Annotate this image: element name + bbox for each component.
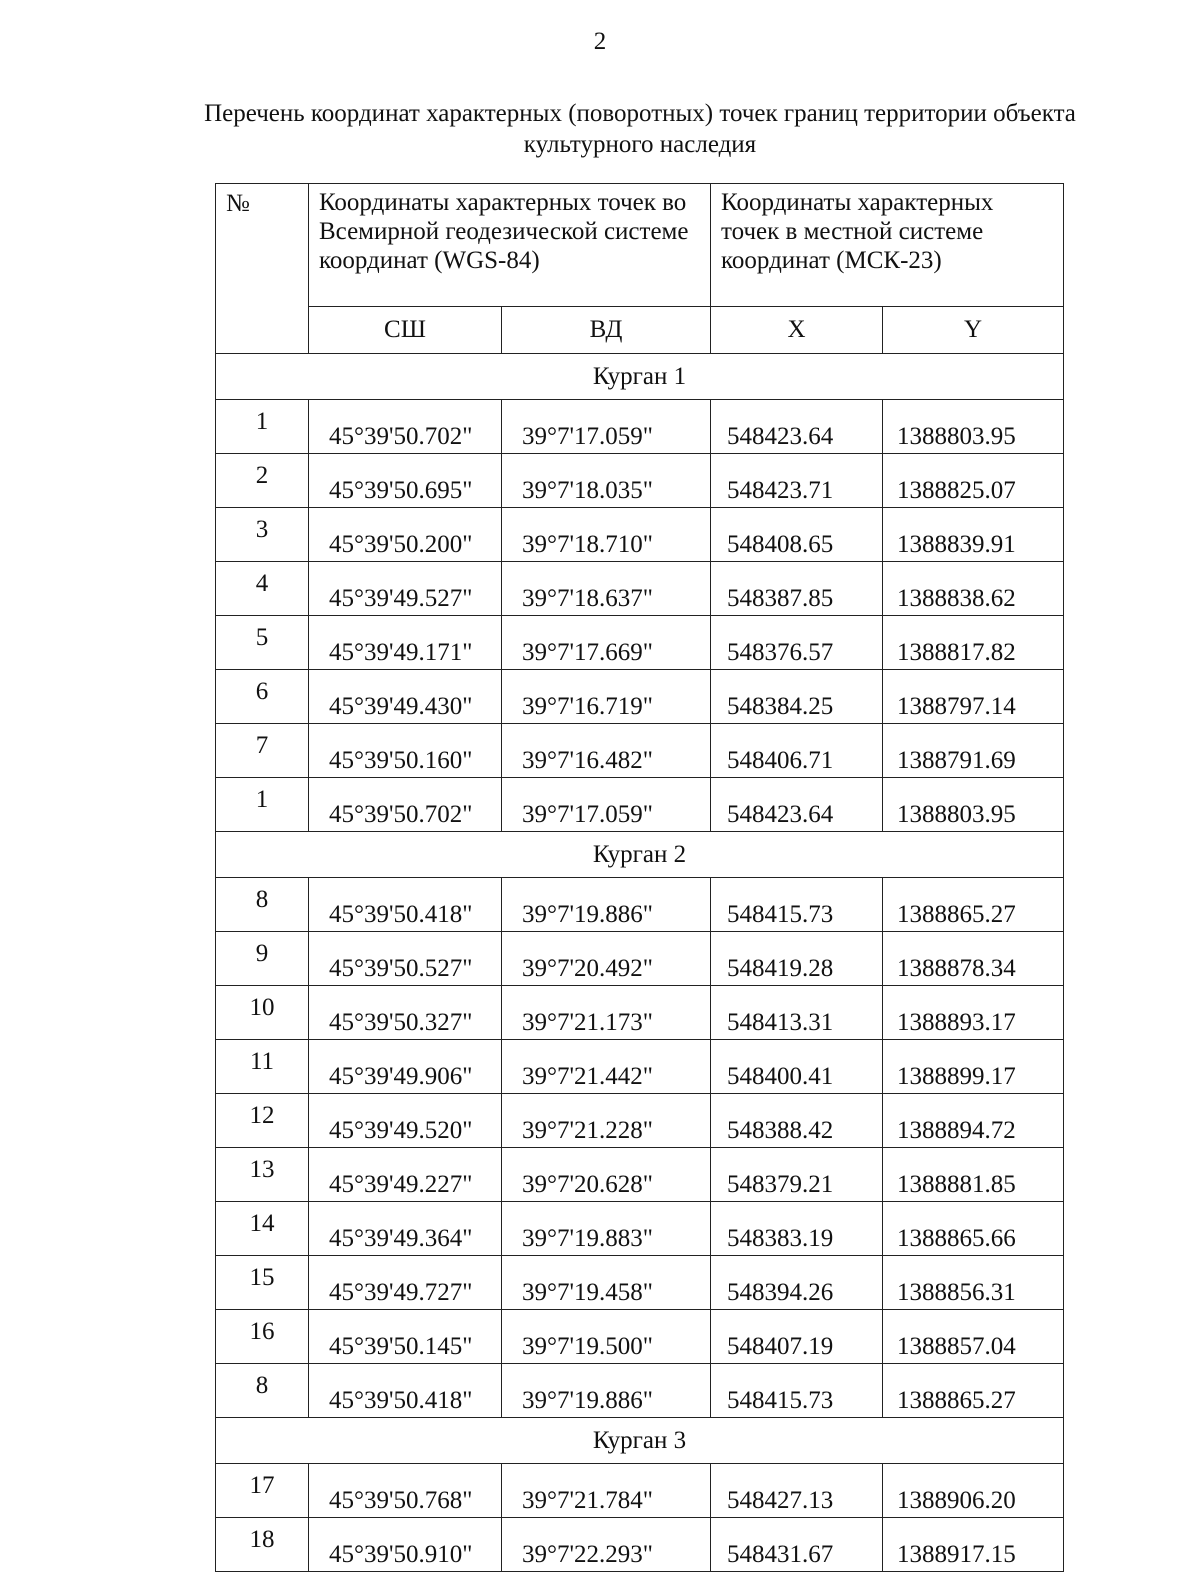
y-coordinate-cell: 1388791.69 [883,724,1064,778]
page-number: 2 [593,28,607,55]
y-coordinate-cell: 1388817.82 [883,616,1064,670]
table-row [216,986,1064,1040]
y-coordinate-cell: 1388839.91 [883,508,1064,562]
table-row [216,1256,1064,1310]
table-row [216,562,1064,616]
latitude-cell: 45°39'50.527" [309,932,502,986]
longitude-cell: 39°7'20.628" [502,1148,711,1202]
latitude-cell: 45°39'49.430" [309,670,502,724]
point-number-cell: 5 [216,616,309,670]
y-coordinate-cell: 1388825.07 [883,454,1064,508]
y-coordinate-cell: 1388803.95 [883,778,1064,832]
x-coordinate-cell: 548407.19 [711,1310,883,1364]
x-coordinate-cell: 548427.13 [711,1464,883,1518]
longitude-cell: 39°7'16.482" [502,724,711,778]
x-coordinate-cell: 548415.73 [711,1364,883,1418]
table-row [216,1518,1064,1572]
y-coordinate-cell: 1388865.66 [883,1202,1064,1256]
latitude-cell: 45°39'50.702" [309,400,502,454]
table-row [216,932,1064,986]
latitude-cell: 45°39'50.145" [309,1310,502,1364]
latitude-cell: 45°39'50.695" [309,454,502,508]
header-x: X [711,307,883,354]
latitude-cell: 45°39'50.160" [309,724,502,778]
x-coordinate-cell: 548394.26 [711,1256,883,1310]
y-coordinate-cell: 1388899.17 [883,1040,1064,1094]
x-coordinate-cell: 548383.19 [711,1202,883,1256]
table-row [216,616,1064,670]
table-row [216,1202,1064,1256]
y-coordinate-cell: 1388881.85 [883,1148,1064,1202]
x-coordinate-cell: 548387.85 [711,562,883,616]
y-coordinate-cell: 1388797.14 [883,670,1064,724]
coordinates-table [215,183,1064,1572]
table-subheader-row [216,307,1064,354]
x-coordinate-cell: 548431.67 [711,1518,883,1572]
point-number-cell: 1 [216,400,309,454]
section-title: Курган 2 [216,832,1064,878]
x-coordinate-cell: 548384.25 [711,670,883,724]
longitude-cell: 39°7'19.500" [502,1310,711,1364]
x-coordinate-cell: 548413.31 [711,986,883,1040]
longitude-cell: 39°7'20.492" [502,932,711,986]
header-number: № [216,184,309,354]
point-number-cell: 8 [216,1364,309,1418]
latitude-cell: 45°39'49.171" [309,616,502,670]
latitude-cell: 45°39'49.227" [309,1148,502,1202]
x-coordinate-cell: 548388.42 [711,1094,883,1148]
point-number-cell: 11 [216,1040,309,1094]
y-coordinate-cell: 1388906.20 [883,1464,1064,1518]
table-header-row [216,184,1064,307]
table-row [216,1464,1064,1518]
table-row [216,1310,1064,1364]
latitude-cell: 45°39'50.327" [309,986,502,1040]
latitude-cell: 45°39'50.768" [309,1464,502,1518]
x-coordinate-cell: 548423.71 [711,454,883,508]
point-number-cell: 17 [216,1464,309,1518]
x-coordinate-cell: 548423.64 [711,778,883,832]
header-longitude: ВД [502,307,711,354]
longitude-cell: 39°7'18.637" [502,562,711,616]
y-coordinate-cell: 1388865.27 [883,1364,1064,1418]
table-row [216,400,1064,454]
header-latitude: СШ [309,307,502,354]
point-number-cell: 16 [216,1310,309,1364]
x-coordinate-cell: 548379.21 [711,1148,883,1202]
document-title: Перечень координат характерных (поворотных) точек границ территории объекта культурного наследия [204,100,1076,158]
longitude-cell: 39°7'18.710" [502,508,711,562]
point-number-cell: 7 [216,724,309,778]
table-row [216,670,1064,724]
longitude-cell: 39°7'21.784" [502,1464,711,1518]
latitude-cell: 45°39'50.702" [309,778,502,832]
x-coordinate-cell: 548406.71 [711,724,883,778]
table-row [216,778,1064,832]
longitude-cell: 39°7'19.886" [502,1364,711,1418]
y-coordinate-cell: 1388894.72 [883,1094,1064,1148]
x-coordinate-cell: 548419.28 [711,932,883,986]
point-number-cell: 13 [216,1148,309,1202]
longitude-cell: 39°7'21.228" [502,1094,711,1148]
longitude-cell: 39°7'19.883" [502,1202,711,1256]
y-coordinate-cell: 1388856.31 [883,1256,1064,1310]
point-number-cell: 4 [216,562,309,616]
point-number-cell: 10 [216,986,309,1040]
table-row [216,1364,1064,1418]
latitude-cell: 45°39'50.200" [309,508,502,562]
point-number-cell: 18 [216,1518,309,1572]
point-number-cell: 2 [216,454,309,508]
table-row [216,454,1064,508]
longitude-cell: 39°7'17.059" [502,778,711,832]
y-coordinate-cell: 1388857.04 [883,1310,1064,1364]
x-coordinate-cell: 548400.41 [711,1040,883,1094]
header-wgs84-group: Координаты характерных точек во Всемирной геодезической системе координат (WGS-84) [309,184,711,307]
point-number-cell: 6 [216,670,309,724]
x-coordinate-cell: 548376.57 [711,616,883,670]
point-number-cell: 8 [216,878,309,932]
y-coordinate-cell: 1388878.34 [883,932,1064,986]
latitude-cell: 45°39'49.527" [309,562,502,616]
longitude-cell: 39°7'19.886" [502,878,711,932]
table-row [216,1040,1064,1094]
point-number-cell: 15 [216,1256,309,1310]
section-title: Курган 3 [216,1418,1064,1464]
table-row [216,878,1064,932]
section-row [216,832,1064,878]
y-coordinate-cell: 1388865.27 [883,878,1064,932]
x-coordinate-cell: 548408.65 [711,508,883,562]
table-body [216,354,1064,1572]
point-number-cell: 1 [216,778,309,832]
header-y: Y [883,307,1064,354]
section-row [216,354,1064,400]
table-row [216,1148,1064,1202]
header-msk23-group: Координаты характерных точек в местной системе координат (МСК-23) [711,184,1064,307]
x-coordinate-cell: 548423.64 [711,400,883,454]
longitude-cell: 39°7'22.293" [502,1518,711,1572]
section-row [216,1418,1064,1464]
table-row [216,724,1064,778]
longitude-cell: 39°7'19.458" [502,1256,711,1310]
longitude-cell: 39°7'21.173" [502,986,711,1040]
longitude-cell: 39°7'18.035" [502,454,711,508]
longitude-cell: 39°7'21.442" [502,1040,711,1094]
y-coordinate-cell: 1388917.15 [883,1518,1064,1572]
table-row [216,1094,1064,1148]
y-coordinate-cell: 1388838.62 [883,562,1064,616]
x-coordinate-cell: 548415.73 [711,878,883,932]
latitude-cell: 45°39'49.906" [309,1040,502,1094]
point-number-cell: 14 [216,1202,309,1256]
latitude-cell: 45°39'49.364" [309,1202,502,1256]
y-coordinate-cell: 1388893.17 [883,986,1064,1040]
point-number-cell: 3 [216,508,309,562]
longitude-cell: 39°7'17.669" [502,616,711,670]
y-coordinate-cell: 1388803.95 [883,400,1064,454]
point-number-cell: 9 [216,932,309,986]
table-row [216,508,1064,562]
longitude-cell: 39°7'16.719" [502,670,711,724]
section-title: Курган 1 [216,354,1064,400]
longitude-cell: 39°7'17.059" [502,400,711,454]
latitude-cell: 45°39'49.520" [309,1094,502,1148]
latitude-cell: 45°39'49.727" [309,1256,502,1310]
latitude-cell: 45°39'50.418" [309,878,502,932]
latitude-cell: 45°39'50.418" [309,1364,502,1418]
point-number-cell: 12 [216,1094,309,1148]
latitude-cell: 45°39'50.910" [309,1518,502,1572]
